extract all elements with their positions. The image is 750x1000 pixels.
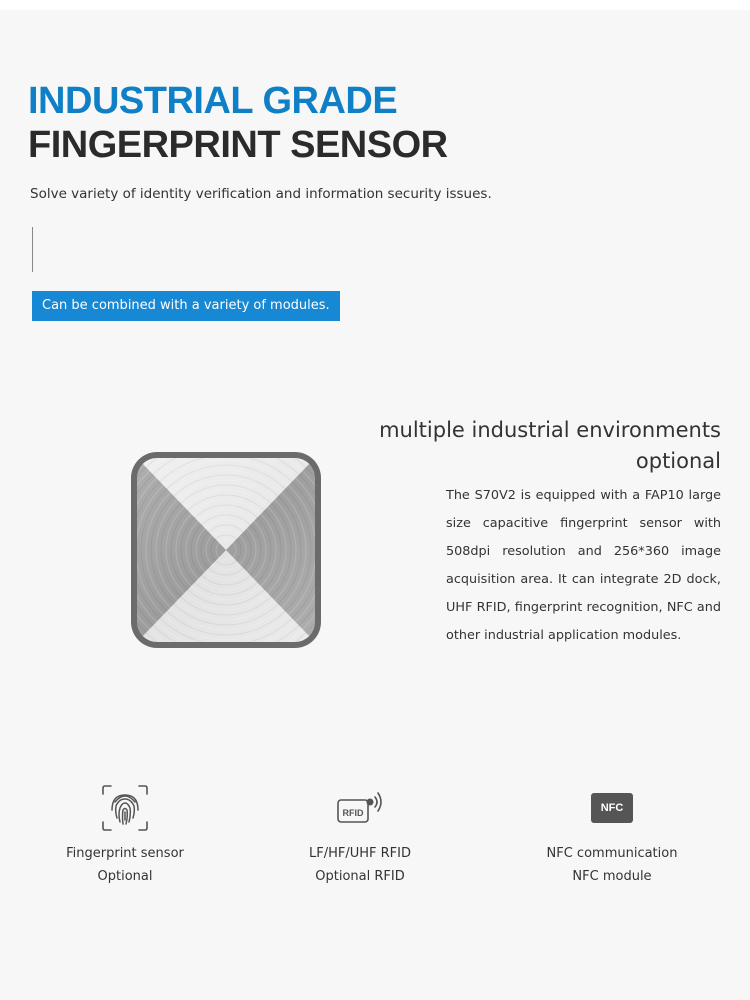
- feature-rfid-subtitle: Optional RFID: [315, 869, 405, 884]
- feature-rfid-title: LF/HF/UHF RFID: [309, 846, 411, 861]
- vertical-divider: [32, 227, 33, 272]
- page-subtitle: Solve variety of identity verification and information security issues.: [30, 186, 492, 202]
- feature-nfc: [502, 782, 722, 888]
- rfid-icon-label: RFID: [342, 808, 364, 818]
- top-strip: [0, 0, 750, 10]
- rfid-icon: [250, 782, 470, 834]
- feature-nfc-subtitle: NFC module: [572, 869, 652, 884]
- feature-fingerprint-title: Fingerprint sensor: [66, 846, 184, 861]
- page-title-line1: INDUSTRIAL GRADE: [28, 80, 398, 122]
- page-title-line2: FINGERPRINT SENSOR: [28, 124, 448, 166]
- environments-heading-line2: optional: [635, 449, 721, 473]
- product-description: The S70V2 is equipped with a FAP10 large size capacitive fingerprint sensor with 508dpi resolution and 256*360 image acquisition area. It can integrate 2D dock, UHF RFID, fingerprint recognition, NFC and other industrial application modules.: [446, 488, 721, 643]
- feature-rfid: [250, 782, 470, 888]
- fingerprint-sensor-image: [131, 452, 321, 648]
- nfc-icon-label: NFC: [591, 793, 633, 823]
- feature-nfc-title: NFC communication: [546, 846, 678, 861]
- fingerprint-icon: [15, 782, 235, 834]
- modules-badge: Can be combined with a variety of modules.: [32, 291, 340, 321]
- feature-fingerprint-subtitle: Optional: [97, 869, 153, 884]
- environments-heading-line1: multiple industrial environments: [379, 418, 721, 442]
- feature-fingerprint: [15, 782, 235, 888]
- environments-heading: [321, 415, 721, 477]
- nfc-icon: [502, 782, 722, 834]
